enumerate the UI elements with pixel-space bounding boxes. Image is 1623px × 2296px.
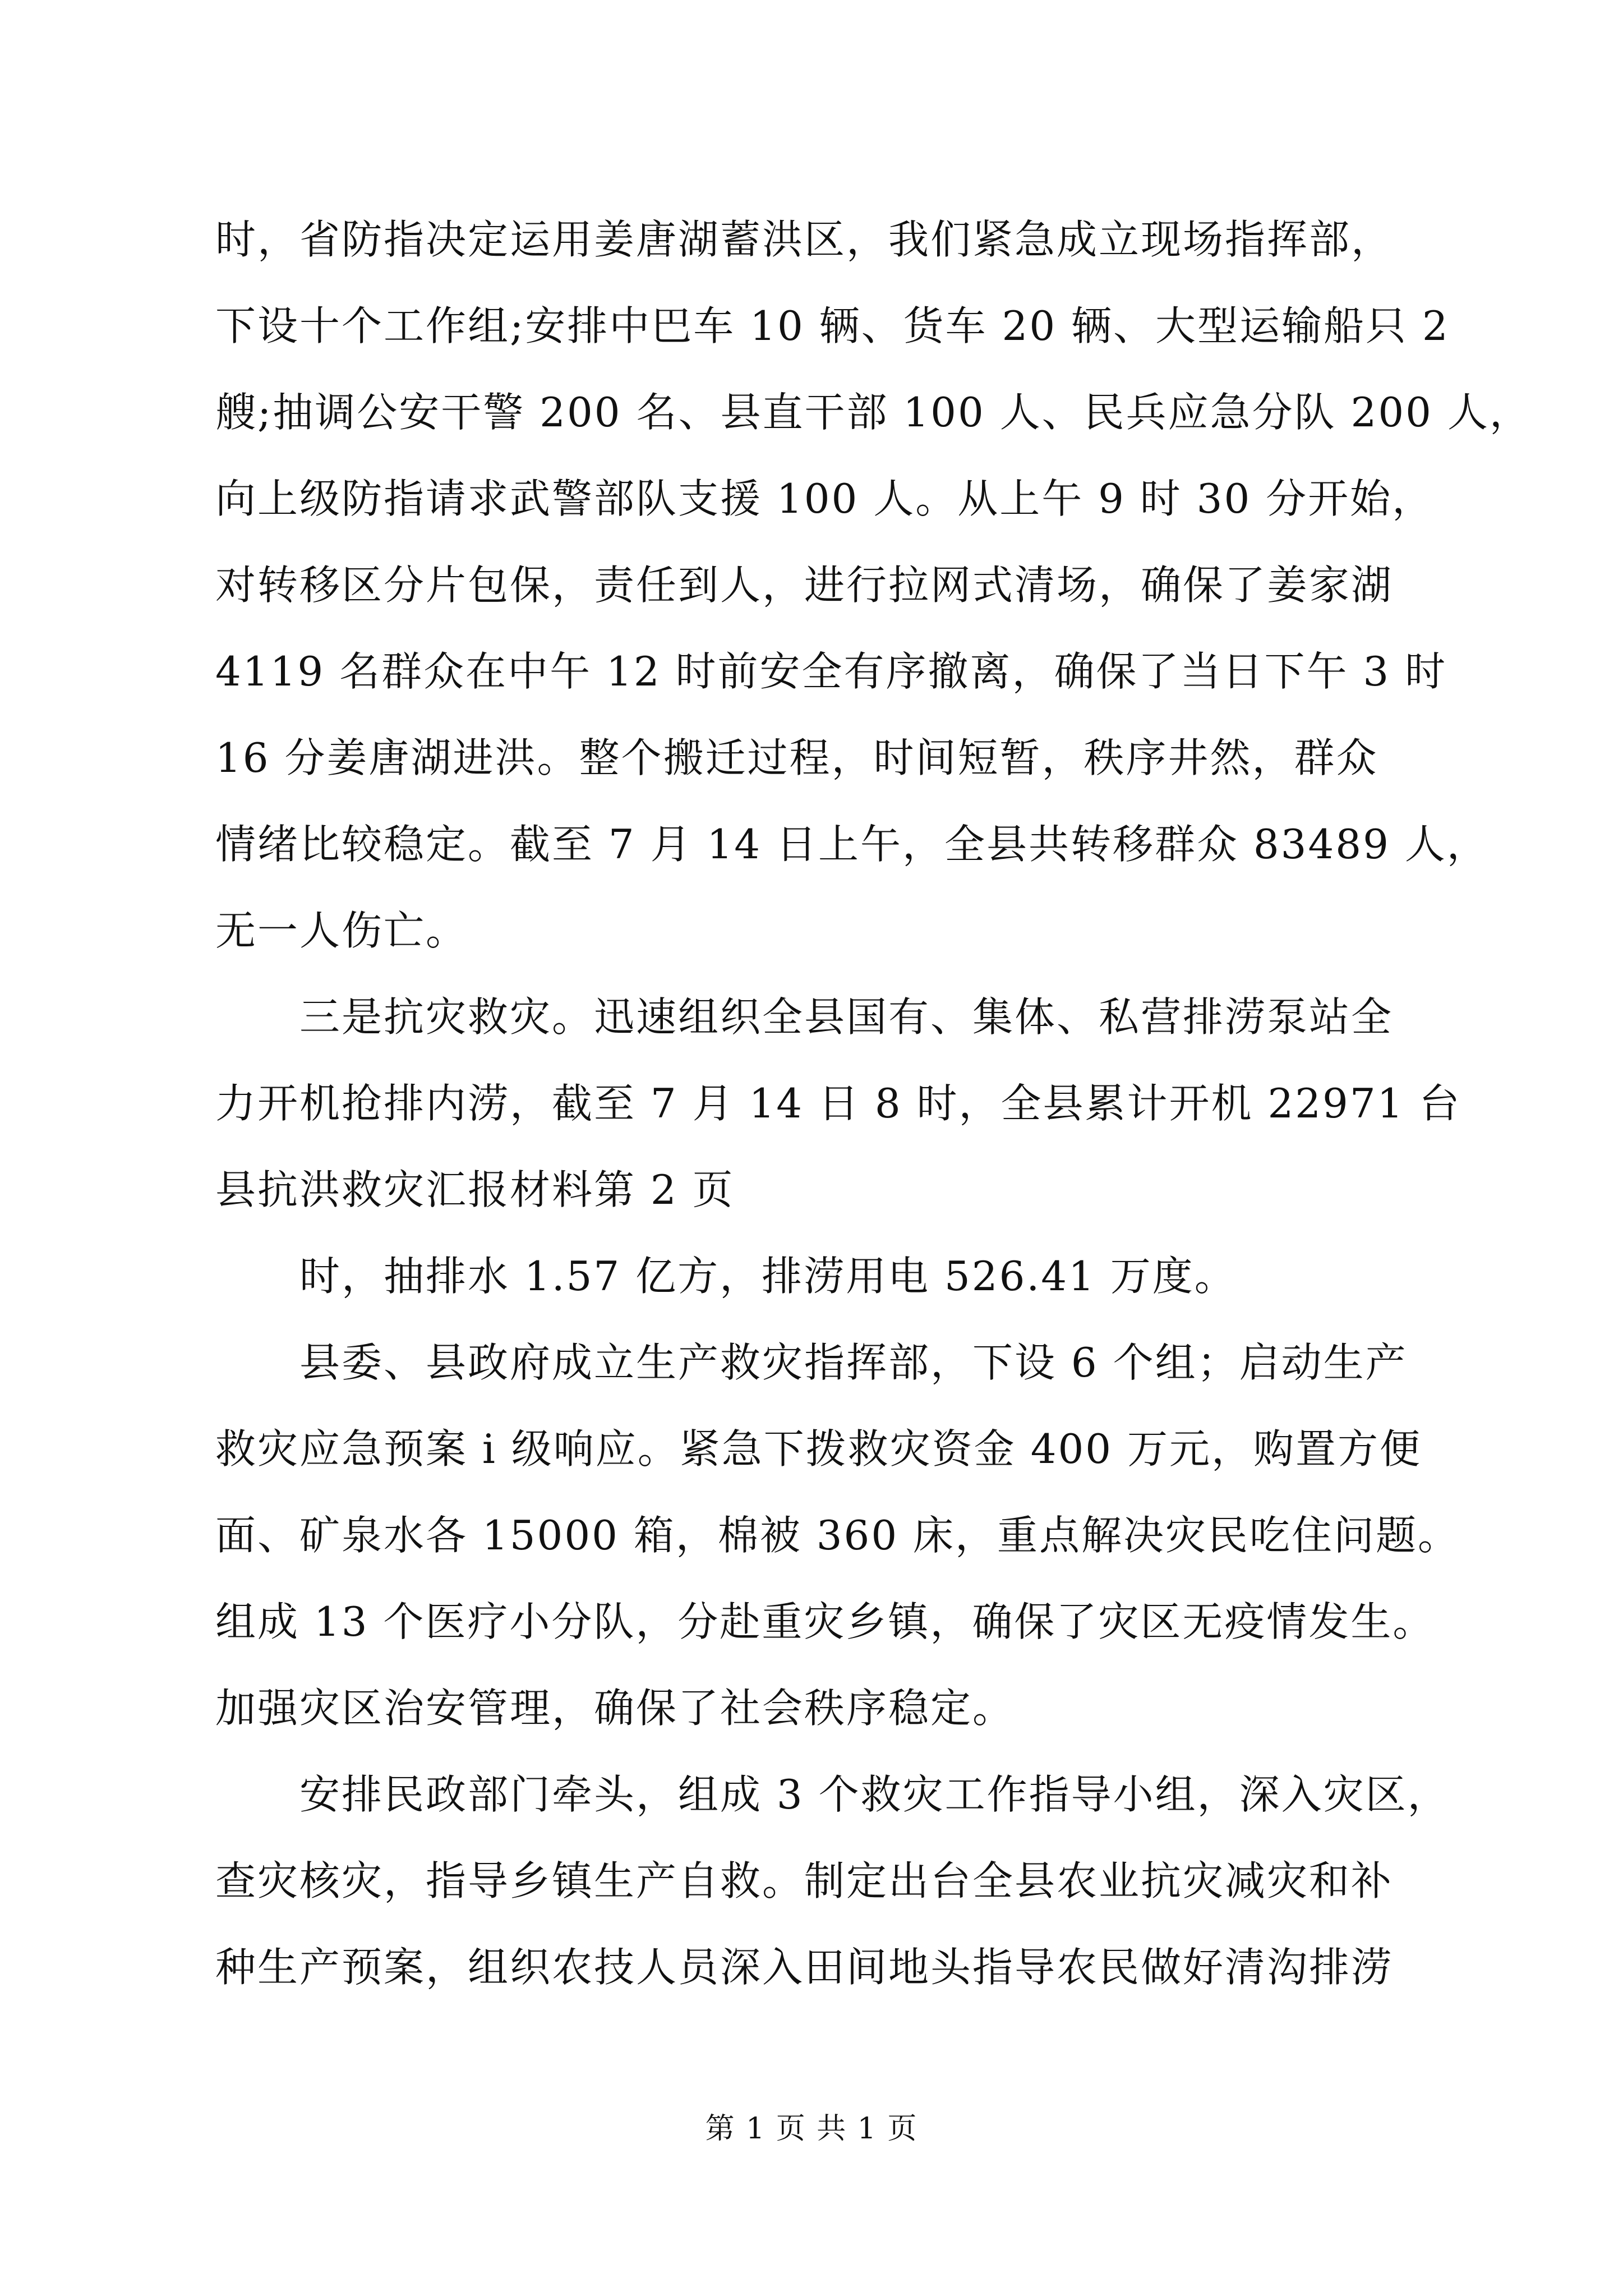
text-line: 救灾应急预案 i 级响应。紧急下拨救灾资金 400 万元，购置方便	[215, 1425, 1422, 1473]
text-line: 加强灾区治安管理，确保了社会秩序稳定。	[215, 1685, 1015, 1732]
text-line: 查灾核灾，指导乡镇生产自救。制定出台全县农业抗灾减灾和补	[215, 1857, 1394, 1904]
text-line: 无一人伤亡。	[215, 907, 468, 954]
text-line: 情绪比较稳定。截至 7 月 14 日上午，全县共转移群众 83489 人，	[215, 821, 1489, 868]
text-line: 组成 13 个医疗小分队，分赴重灾乡镇，确保了灾区无疫情发生。	[215, 1598, 1435, 1645]
text-line: 下设十个工作组;安排中巴车 10 辆、货车 20 辆、大型运输船只 2	[215, 302, 1450, 349]
text-line: 艘;抽调公安干警 200 名、县直干部 100 人、民兵应急分队 200 人，	[215, 389, 1532, 436]
text-line: 三是抗灾救灾。迅速组织全县国有、集体、私营排涝泵站全	[299, 993, 1394, 1041]
text-line: 16 分姜唐湖进洪。整个搬迁过程，时间短暂，秩序井然，群众	[215, 734, 1378, 781]
text-line: 面、矿泉水各 15000 箱，棉被 360 床，重点解决灾民吃住问题。	[215, 1512, 1460, 1559]
text-line: 4119 名群众在中午 12 时前安全有序撤离，确保了当日下午 3 时	[215, 648, 1447, 695]
text-line: 种生产预案，组织农技人员深入田间地头指导农民做好清沟排涝	[215, 1944, 1394, 1991]
body-text	[215, 196, 1532, 2010]
text-line: 时，省防指决定运用姜唐湖蓄洪区，我们紧急成立现场指挥部，	[215, 216, 1394, 263]
text-line: 对转移区分片包保，责任到人，进行拉网式清场，确保了姜家湖	[215, 562, 1394, 609]
text-line: 力开机抢排内涝，截至 7 月 14 日 8 时，全县累计开机 22971 台	[215, 1080, 1461, 1127]
text-line: 安排民政部门牵头，组成 3 个救灾工作指导小组，深入灾区，	[299, 1771, 1450, 1818]
page-footer: 第 1 页 共 1 页	[705, 2112, 918, 2146]
text-line: 县委、县政府成立生产救灾指挥部，下设 6 个组；启动生产	[299, 1339, 1408, 1386]
text-line: 县抗洪救灾汇报材料第 2 页	[215, 1166, 735, 1213]
text-line: 向上级防指请求武警部队支援 100 人。从上午 9 时 30 分开始，	[215, 475, 1435, 522]
text-line: 时，抽排水 1.57 亿方，排涝用电 526.41 万度。	[299, 1253, 1237, 1300]
